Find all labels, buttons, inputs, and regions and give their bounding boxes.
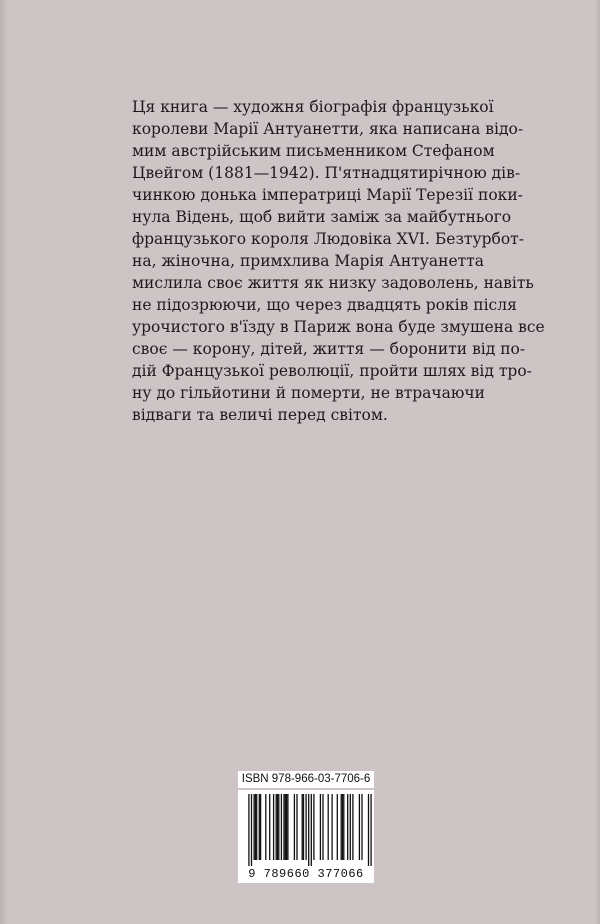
barcode-bar	[313, 794, 314, 860]
barcode-bar	[320, 794, 321, 860]
barcode-bar	[277, 794, 278, 860]
blurb-line: на, жіночна, примхлива Марія Антуанетта	[132, 252, 485, 270]
barcode-bar	[359, 794, 360, 860]
barcode-bar	[283, 794, 284, 860]
barcode-bar	[303, 794, 304, 860]
barcode-bar	[342, 794, 343, 860]
blurb-line: мислила своє життя як низку задоволень, навіть	[132, 274, 534, 292]
blurb-line: французького короля Людовіка XVI. Безтурбот-	[132, 230, 524, 248]
barcode-bar	[331, 794, 332, 860]
blurb-line: нула Відень, щоб вийти заміж за майбутнього	[132, 208, 512, 226]
barcode-bar	[265, 794, 266, 860]
barcode-bar	[276, 794, 277, 860]
barcode-bar	[256, 794, 257, 860]
blurb-line: чинкою донька імператриці Марії Терезії поки-	[132, 186, 523, 204]
blurb-line: урочистого в'їзду в Париж вона буде змушена все	[132, 318, 545, 336]
barcode-bar	[286, 794, 287, 860]
barcode-bar	[352, 794, 353, 860]
barcode-bar	[296, 794, 297, 860]
blurb-line: не підозрюючи, що через двадцять років після	[132, 296, 517, 314]
barcode-bar	[255, 794, 256, 860]
barcode-digits: 9 789660 377066	[248, 867, 364, 881]
barcode-bar	[269, 794, 270, 860]
barcode-bar	[281, 794, 282, 860]
blurb-line: мим австрійським письменником Стефаном	[132, 142, 495, 160]
barcode-bar	[278, 794, 279, 860]
barcode-bar	[328, 794, 329, 860]
blurb-line: королеви Марії Антуанетти, яка написана відо-	[132, 120, 524, 138]
isbn-label: ISBN 978-966-03-7706-6	[238, 771, 374, 788]
barcode-bar	[337, 794, 338, 860]
barcode	[238, 790, 374, 883]
barcode-bar	[368, 794, 369, 866]
barcode-bar	[260, 794, 261, 860]
blurb-line: дій Французької революції, пройти шлях від тро-	[132, 362, 532, 380]
barcode-bar	[341, 794, 342, 860]
barcode-bar	[361, 794, 362, 860]
blurb-line: ну до гільйотини й померти, не втрачаючи	[132, 384, 485, 402]
blurb-text	[132, 96, 545, 426]
barcode-bar	[322, 794, 323, 860]
barcode-bar	[285, 794, 286, 860]
barcode-bar	[350, 794, 351, 860]
barcode-bar	[248, 794, 249, 866]
barcode-bar	[253, 794, 254, 860]
barcode-bar	[311, 794, 312, 866]
barcode-bar	[302, 794, 303, 860]
barcode-bar	[251, 794, 252, 866]
barcode-bar	[343, 794, 344, 860]
blurb-line: своє — корону, дітей, життя — боронити від по-	[132, 340, 526, 358]
barcode-bar	[294, 794, 295, 860]
barcode-bars	[238, 790, 374, 870]
barcode-bar	[370, 794, 371, 866]
blurb-line: Цвейгом (1881—1942). П'ятнадцятирічною дів-	[132, 164, 521, 182]
barcode-bar	[305, 794, 306, 860]
blurb-line: Ця книга — художня біографія французької	[132, 98, 494, 116]
barcode-bar	[259, 794, 260, 860]
barcode-bar	[308, 794, 309, 866]
blurb-line-last: відваги та величі перед світом.	[132, 406, 388, 424]
barcode-bar	[287, 794, 288, 860]
barcode-bar	[273, 794, 274, 860]
barcode-block	[238, 771, 374, 883]
barcode-bar	[347, 794, 348, 860]
